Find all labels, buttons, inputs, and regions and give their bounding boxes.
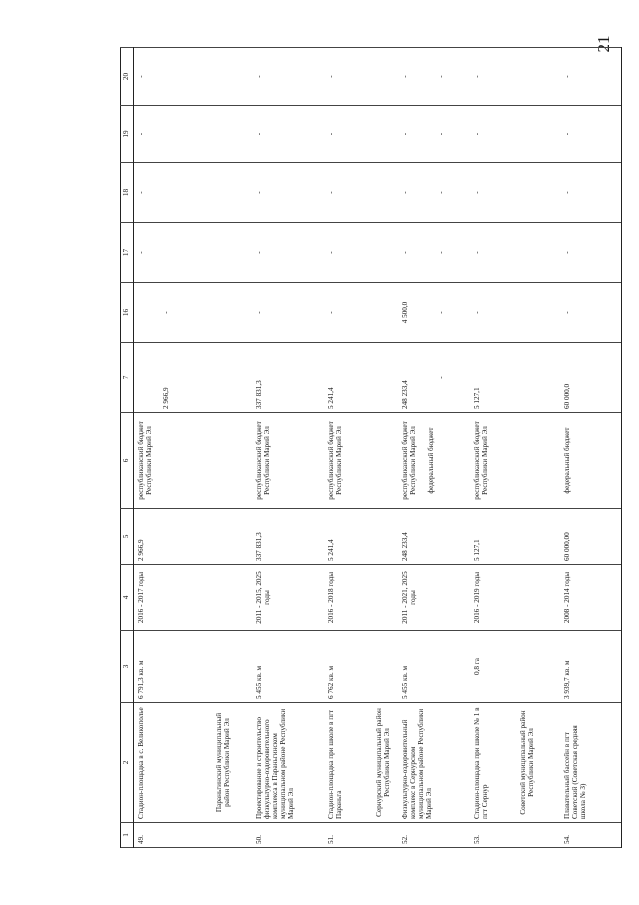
source-cell: республиканский бюджет Республики Марий Эл <box>252 413 324 509</box>
object-name-cell: Физкультурно-оздоровительный комплекс в Сернурском муниципальном районе Республики Марий Эл <box>398 703 470 823</box>
year-value-cell: - <box>324 48 372 106</box>
source-cell: федеральный бюджет <box>560 413 622 509</box>
year-value-cell: - <box>134 163 212 223</box>
amount-cell: 337 831,3 <box>252 343 324 413</box>
year-value-cell: - <box>470 163 516 223</box>
capacity-cell: 5 455 кв. м <box>252 631 324 703</box>
period-cell: 2008 - 2014 годы <box>560 565 622 631</box>
source-cell: республиканский бюджет Республики Марий Эл <box>134 413 212 509</box>
row-number: 54. <box>560 823 622 848</box>
year-value: - <box>436 132 445 136</box>
col-header: 7 <box>121 343 134 413</box>
amount-cell: 60 000,0 <box>560 343 622 413</box>
table-row <box>252 48 324 848</box>
object-name-cell: Проектирование и строительство физкультурно-оздоровительного комплекса в Параньгинском муниципальном районе Республики Марий Эл <box>252 703 324 823</box>
row-number: 52. <box>398 823 470 848</box>
col-header: 18 <box>121 163 134 223</box>
year-value-cell: - <box>470 283 516 343</box>
row-number: 50. <box>252 823 324 848</box>
source-item: федеральный бюджет <box>426 427 435 494</box>
table-row <box>398 48 470 848</box>
table-row <box>134 48 212 848</box>
source-item: республиканский бюджет Республики Марий Эл <box>400 421 417 500</box>
district-row <box>372 48 398 848</box>
col-header: 17 <box>121 223 134 283</box>
year-value-cell: - <box>252 106 324 163</box>
year-value-cell: - <box>134 106 212 163</box>
year-value: - <box>436 75 445 78</box>
year-value-cell <box>398 48 470 106</box>
col-header: 5 <box>121 509 134 565</box>
col-header: 20 <box>121 48 134 106</box>
year-value-cell: - <box>252 223 324 283</box>
object-name: Стадион-площадка в с. Великополье <box>137 707 145 819</box>
total-cell: 60 000,00 <box>560 509 622 565</box>
capacity-cell: 6 791,3 кв. м <box>134 631 212 703</box>
year-value-cell: - <box>560 283 622 343</box>
source-cell <box>398 413 470 509</box>
table-row <box>470 48 516 848</box>
column-number-header <box>121 48 134 848</box>
row-number: 49. <box>134 823 212 848</box>
table-row <box>324 48 372 848</box>
year-value-cell: - <box>134 48 212 106</box>
year-value: - <box>400 251 409 254</box>
financing-table <box>120 47 622 848</box>
year-value: - <box>400 75 409 78</box>
capacity-cell: 5 455 кв. м <box>398 631 470 703</box>
district-row <box>212 48 252 848</box>
col-header: 6 <box>121 413 134 509</box>
capacity-cell: 3 939,7 кв. м <box>560 631 622 703</box>
period-cell: 2016 - 2018 годы <box>324 565 372 631</box>
period-cell: 2011 - 2015, 2025 годы <box>252 565 324 631</box>
amount-cell <box>398 343 470 413</box>
col-header: 19 <box>121 106 134 163</box>
total-cell: 248 233,4 <box>398 509 470 565</box>
year-value-cell <box>398 283 470 343</box>
total-cell: 337 831,3 <box>252 509 324 565</box>
year-value-cell: - <box>324 283 372 343</box>
object-name-cell: Плавательный бассейн в пгт Советский (Советская средняя школа № 3) <box>560 703 622 823</box>
total-cell: 5 241,4 <box>324 509 372 565</box>
row-number: 53. <box>470 823 516 848</box>
year-value: - <box>400 191 409 194</box>
col-header: 1 <box>121 823 134 848</box>
year-value-cell: - <box>252 163 324 223</box>
total-cell: 5 127,1 <box>470 509 516 565</box>
year-value: - <box>436 311 445 314</box>
year-value-cell: - <box>470 223 516 283</box>
source-cell: республиканский бюджет Республики Марий Эл <box>470 413 516 509</box>
district-label: Параньгинский муниципальный район Республики Марий Эл <box>212 703 252 823</box>
col-header: 2 <box>121 703 134 823</box>
period-cell: 2011 - 2021, 2025 годы <box>398 565 470 631</box>
year-value-cell: - <box>560 163 622 223</box>
year-value-cell: - <box>470 106 516 163</box>
period-cell: 2016 - 2017 годы <box>134 565 212 631</box>
col-header: 3 <box>121 631 134 703</box>
object-name-cell: Стадион-площадка при школе № 1 в пгт Сернур <box>470 703 516 823</box>
amount-item: 248 233,4 <box>400 380 409 409</box>
year-value-cell: - <box>324 106 372 163</box>
source-cell: республиканский бюджет Республики Марий Эл <box>324 413 372 509</box>
row-number: 51. <box>324 823 372 848</box>
object-name-cell <box>134 703 212 823</box>
year-value-cell <box>398 163 470 223</box>
capacity-cell: 6 762 кв. м <box>324 631 372 703</box>
rotated-table-container <box>120 48 639 848</box>
district-label: Сернурский муниципальный район Республики Марий Эл <box>372 703 398 823</box>
year-value-cell: - <box>470 48 516 106</box>
year-value: - <box>436 251 445 254</box>
total-cell: 2 966,9 <box>134 509 212 565</box>
col-header: 4 <box>121 565 134 631</box>
col-header: 16 <box>121 283 134 343</box>
year-value-cell: - <box>560 106 622 163</box>
year-value: 4 500,0 <box>400 301 409 324</box>
capacity-cell: 0,8 га <box>470 631 516 703</box>
year-value: - <box>436 191 445 194</box>
year-value-cell: - <box>134 223 212 283</box>
amount-cell: 5 127,1 <box>470 343 516 413</box>
year-value-cell: - <box>560 48 622 106</box>
year-value-cell <box>398 106 470 163</box>
period-cell: 2016 - 2019 годы <box>470 565 516 631</box>
amount-cell: 5 241,4 <box>324 343 372 413</box>
table-row <box>560 48 622 848</box>
year-value-cell: - <box>134 283 212 343</box>
year-value-cell: - <box>252 283 324 343</box>
year-value: - <box>400 132 409 136</box>
year-value-cell: - <box>324 163 372 223</box>
page-number: 21 <box>594 35 613 53</box>
year-value-cell: - <box>560 223 622 283</box>
district-row <box>516 48 560 848</box>
amount-cell: 2 966,9 <box>134 343 212 413</box>
year-value-cell: - <box>324 223 372 283</box>
object-name-cell: Стадион-площадка при школе в пгт Параньга <box>324 703 372 823</box>
year-value-cell <box>398 223 470 283</box>
year-value-cell: - <box>252 48 324 106</box>
district-label: Советский муниципальный район Республики Марий Эл <box>516 703 560 823</box>
amount-item: - <box>436 376 445 379</box>
